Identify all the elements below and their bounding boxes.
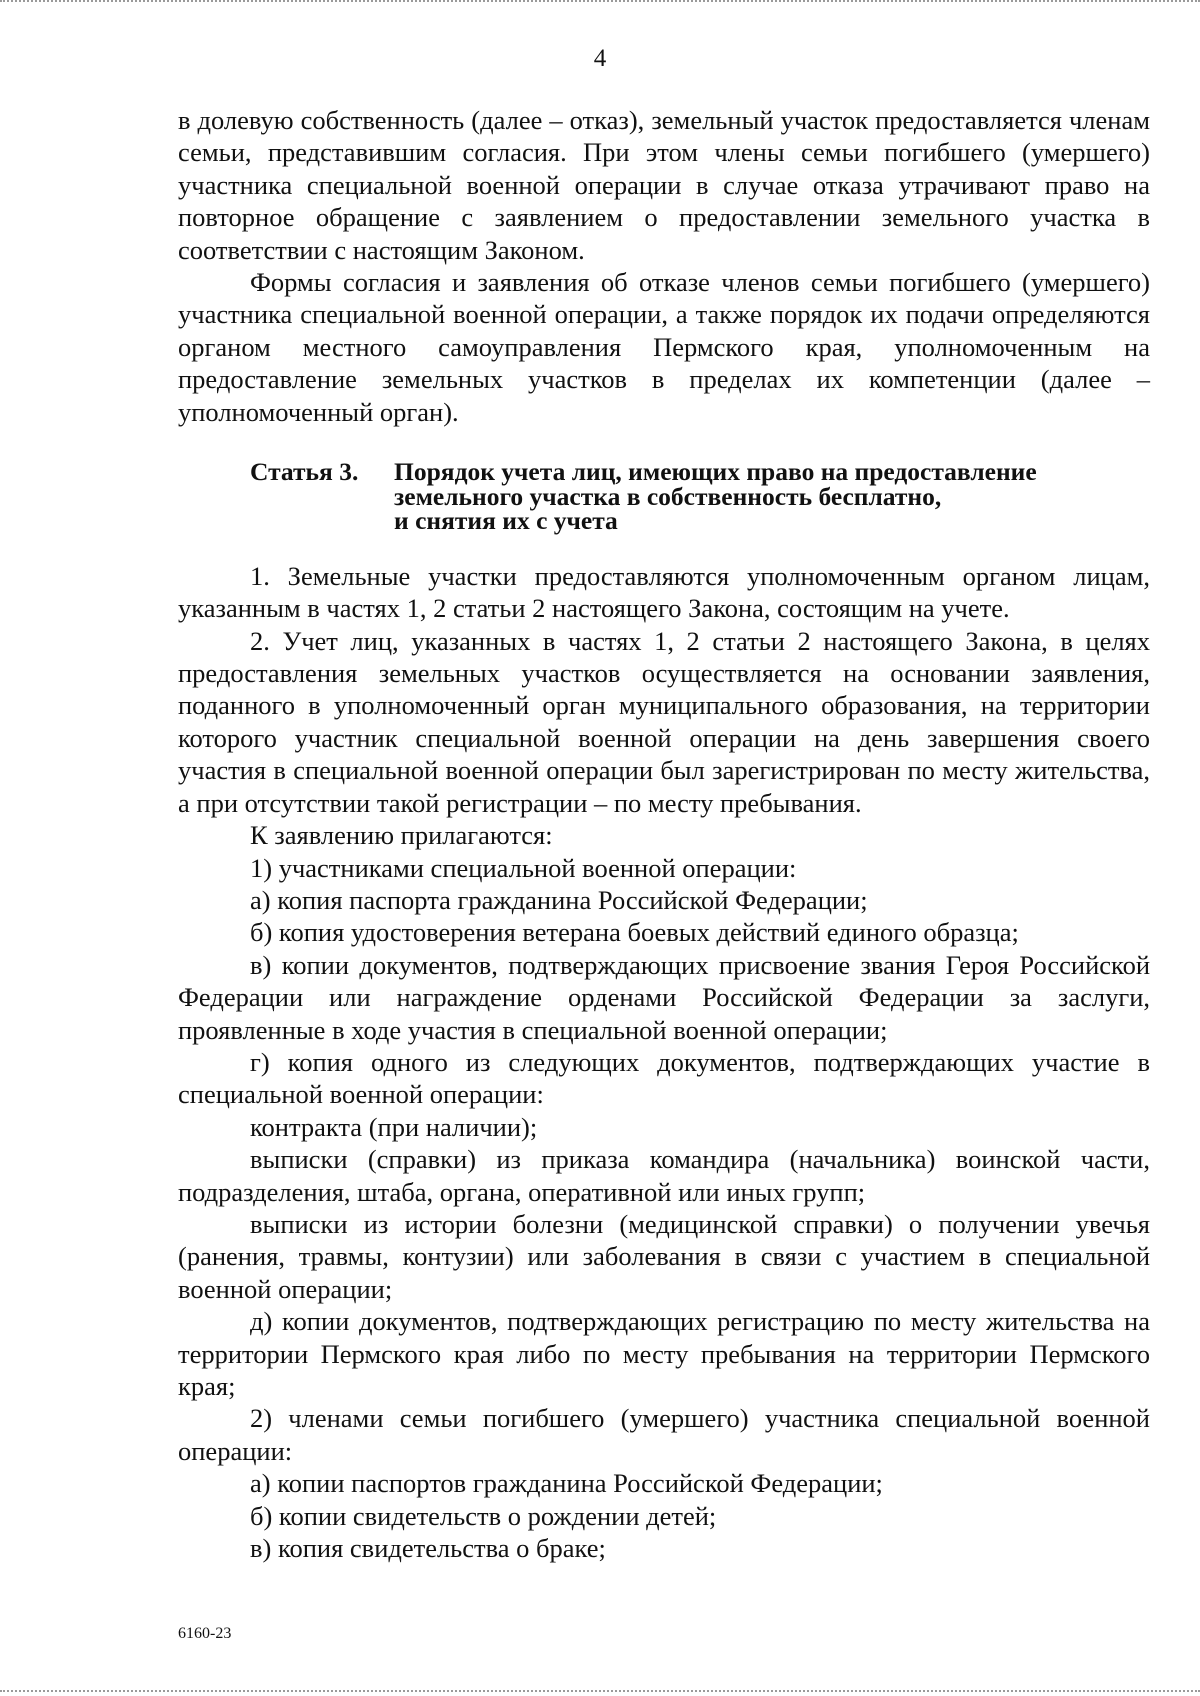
article-title-line: земельного участка в собственность бесплатно, bbox=[394, 481, 942, 511]
list-item: в) копии документов, подтверждающих присвоение звания Героя Российской Федерации или награждение орденами Российской Федерации за заслуги, проявленные в ходе участия в специальной военной операции; bbox=[178, 949, 1150, 1045]
scan-edge-bottom bbox=[0, 1690, 1200, 1694]
scan-edge-top bbox=[0, 0, 1200, 4]
list-item: а) копии паспортов гражданина Российской Федерации; bbox=[250, 1468, 883, 1499]
article-title-line: Порядок учета лиц, имеющих право на предоставление bbox=[394, 457, 1037, 487]
article-heading bbox=[250, 457, 1150, 536]
list-item: выписки (справки) из приказа командира (начальника) воинской части, подразделения, штаба, органа, оперативной или иных групп; bbox=[178, 1144, 1150, 1207]
paragraph-forms: Формы согласия и заявления об отказе членов семьи погибшего (умершего) участника специальной военной операции, а также порядок их подачи определяются органом местного самоуправления Пермского края, уполномоченным на предоставление земельных участков в пределах их компетенции (далее – уполномоченный орган). bbox=[178, 267, 1150, 427]
article-title bbox=[394, 457, 1150, 536]
list-item: б) копии свидетельств о рождении детей; bbox=[250, 1500, 717, 1531]
document-body bbox=[178, 104, 1150, 1564]
list-item: а) копия паспорта гражданина Российской Федерации; bbox=[250, 884, 868, 915]
list-item: 1) участниками специальной военной операции: bbox=[250, 852, 797, 883]
document-code: 6160-23 bbox=[178, 1625, 232, 1642]
list-item: д) копии документов, подтверждающих регистрацию по месту жительства на территории Пермского края либо по месту пребывания на территории Пермского края; bbox=[178, 1306, 1150, 1401]
paragraph-continuation: в долевую собственность (далее – отказ), земельный участок предоставляется членам семьи, представившим согласия. При этом члены семьи погибшего (умершего) участника специальной военной операции в случае отказа утрачивают право на повторное обращение с заявлением о предоставлении земельного участка в соответствии с настоящим Законом. bbox=[178, 105, 1150, 265]
list-item: г) копия одного из следующих документов, подтверждающих участие в специальной военной операции: bbox=[178, 1046, 1150, 1110]
page-number: 4 bbox=[593, 45, 607, 72]
paragraph-item-1: 1. Земельные участки предоставляются уполномоченным органом лицам, указанным в частях 1, 2 статьи 2 настоящего Закона, состоящим на учете. bbox=[178, 560, 1150, 624]
list-item: в) копия свидетельства о браке; bbox=[250, 1533, 606, 1564]
list-item: б) копия удостоверения ветерана боевых действий единого образца; bbox=[250, 917, 1019, 948]
list-item: выписки из истории болезни (медицинской справки) о получении увечья (ранения, травмы, контузии) или заболевания в связи с участием в специальной военной операции; bbox=[178, 1208, 1150, 1304]
list-item: контракта (при наличии); bbox=[250, 1111, 538, 1142]
article-number: Статья 3. bbox=[250, 457, 359, 487]
list-item: 2) членами семьи погибшего (умершего) участника специальной военной операции: bbox=[178, 1403, 1150, 1466]
article-title-line: и снятия их с учета bbox=[394, 506, 618, 536]
paragraph-attachments: К заявлению прилагаются: bbox=[250, 820, 553, 851]
paragraph-item-2: 2. Учет лиц, указанных в частях 1, 2 статьи 2 настоящего Закона, в целях предоставления земельных участков осуществляется на основании заявления, поданного в уполномоченный орган муниципального образования, на территории которого участник специальной военной операции на день завершения своего участия в специальной военной операции был зарегистрирован по месту жительства, а при отсутствии такой регистрации – по месту пребывания. bbox=[178, 625, 1150, 818]
